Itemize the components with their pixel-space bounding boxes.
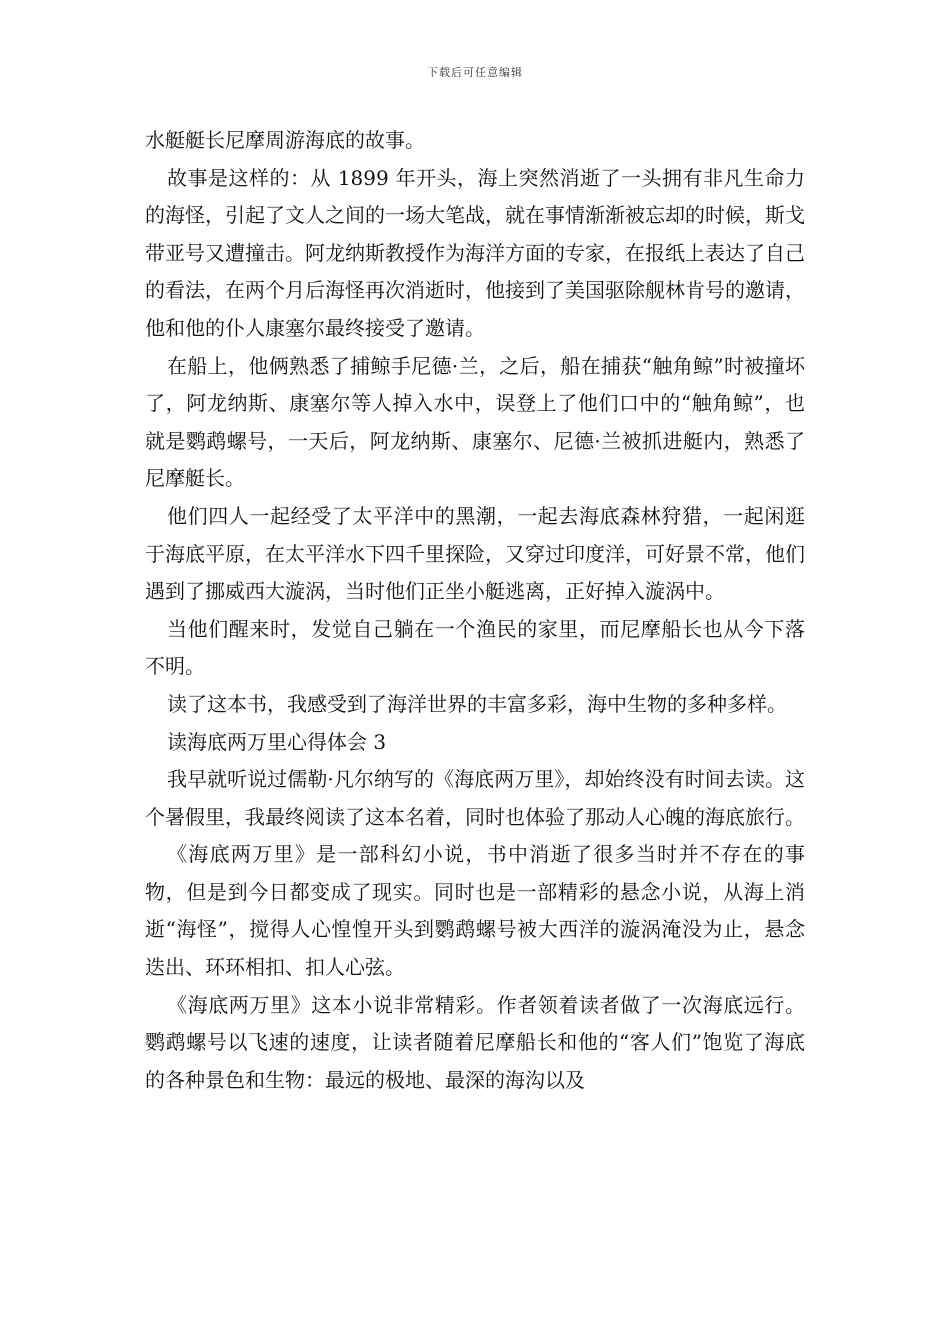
section-heading: 读海底两万里心得体会 3 bbox=[167, 729, 387, 754]
paragraph-reflection: 读了这本书，我感受到了海洋世界的丰富多彩，海中生物的多种多样。 bbox=[167, 691, 787, 716]
document-body bbox=[145, 122, 805, 1099]
paragraph-heard-of-book: 我早就听说过儒勒·凡尔纳写的《海底两万里》，却始终没有时间去读。这个暑假里，我最终阅读了这本名着，同时也体验了那动人心魄的海底旅行。 bbox=[145, 767, 805, 829]
paragraph-continuation: 水艇艇长尼摩周游海底的故事。 bbox=[145, 128, 425, 152]
paragraph-adventures: 他们四人一起经受了太平洋中的黑潮，一起去海底森林狩猎，一起闲逛于海底平原，在太平洋水下四千里探险，又穿过印度洋，可好景不常，他们遇到了挪威西大漩涡，当时他们正坐小艇逃离，正好掉入漩涡中。 bbox=[145, 503, 805, 604]
paragraph-story-intro: 故事是这样的：从 1899 年开头，海上突然消逝了一头拥有非凡生命力的海怪，引起了文人之间的一场大笔战，就在事情渐渐被忘却的时候，斯戈带亚号又遭撞击。阿龙纳斯教授作为海洋方面的专家，在报纸上表达了自己的看法，在两个月后海怪再次消逝时，他接到了美国驱除舰林肯号的邀请，他和他的仆人康塞尔最终接受了邀请。 bbox=[145, 165, 805, 340]
page-header: 下载后可任意编辑 bbox=[427, 66, 523, 79]
paragraph-wonderful: 《海底两万里》这本小说非常精彩。作者领着读者做了一次海底远行。鹦鹉螺号以飞速的速度，让读者随着尼摩船长和他的“客人们”饱览了海底的各种景色和生物：最远的极地、最深的海沟以及 bbox=[145, 992, 805, 1092]
paragraph-on-ship: 在船上，他俩熟悉了捕鲸手尼德·兰，之后，船在捕获“触角鲸”时被撞坏了，阿龙纳斯、康塞尔等人掉入水中，误登上了他们口中的“触角鲸”，也就是鹦鹉螺号，一天后，阿龙纳斯、康塞尔、尼德·兰被抓进艇内，熟悉了尼摩艇长。 bbox=[145, 353, 805, 491]
paragraph-sci-fi: 《海底两万里》是一部科幻小说，书中消逝了很多当时并不存在的事物，但是到今日都变成了现实。同时也是一部精彩的悬念小说，从海上消逝“海怪”，搅得人心惶惶开头到鹦鹉螺号被大西洋的漩涡淹没为止，悬念迭出、环环相扣、扣人心弦。 bbox=[145, 842, 805, 980]
paragraph-waking: 当他们醒来时，发觉自己躺在一个渔民的家里，而尼摩船长也从今下落不明。 bbox=[145, 616, 805, 679]
